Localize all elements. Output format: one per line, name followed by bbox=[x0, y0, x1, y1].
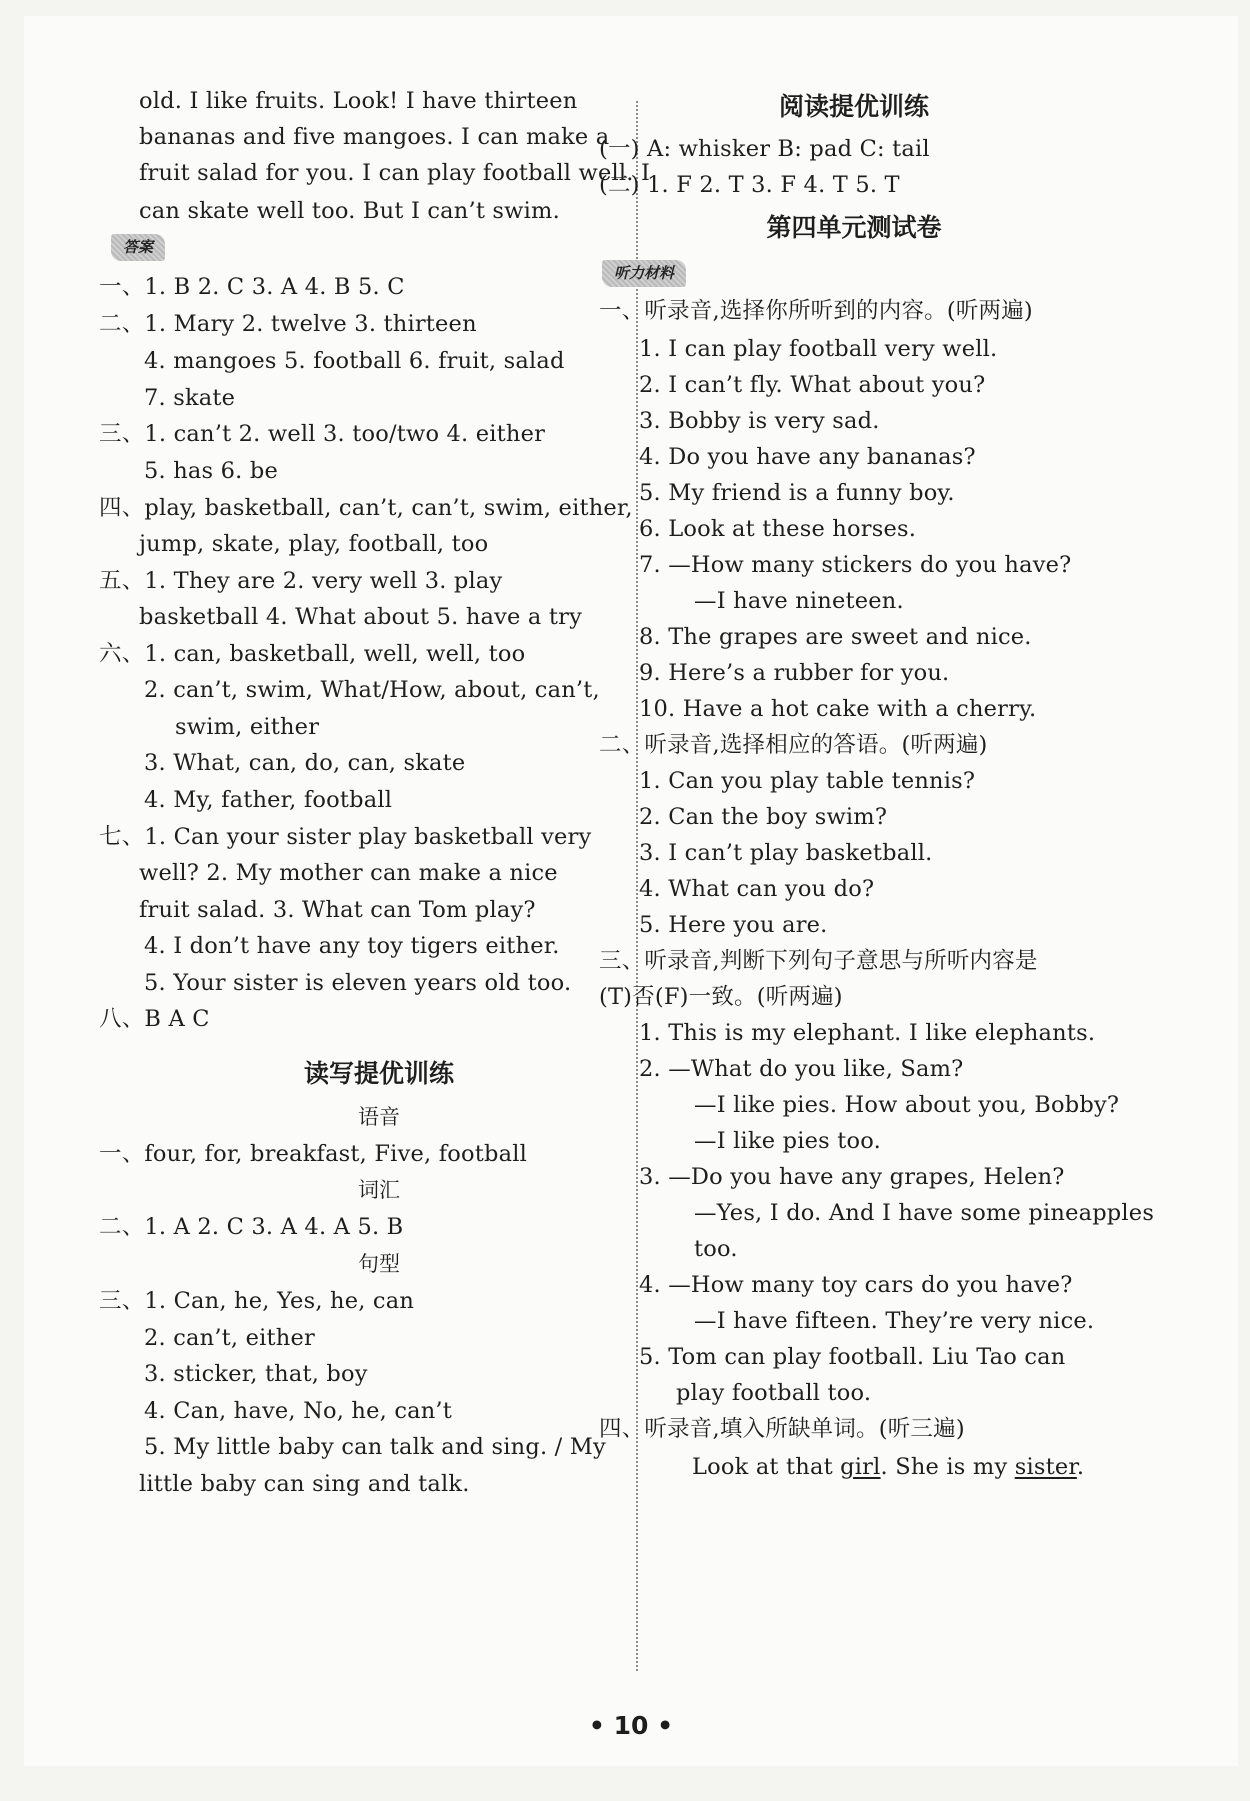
answer-line: 7. skate bbox=[144, 385, 236, 411]
answer-line: jump, skate, play, football, too bbox=[139, 531, 489, 557]
answer-line: 三、1. can’t 2. well 3. too/two 4. either bbox=[99, 421, 546, 447]
part2-item: 4. What can you do? bbox=[639, 876, 875, 902]
reading-answer: (一) A: whisker B: pad C: tail bbox=[599, 136, 930, 162]
answer-line: 七、1. Can your sister play basketball very bbox=[99, 824, 592, 850]
pattern-answer: 三、1. Can, he, Yes, he, can bbox=[99, 1288, 415, 1314]
part2-item: 1. Can you play table tennis? bbox=[639, 768, 976, 794]
part2-item: 2. Can the boy swim? bbox=[639, 804, 888, 830]
part4-heading: 四、听录音,填入所缺单词。(听三遍) bbox=[599, 1416, 965, 1442]
answer-line: 5. Your sister is eleven years old too. bbox=[144, 970, 572, 996]
part1-item: 3. Bobby is very sad. bbox=[639, 408, 880, 434]
part1-item: —I have nineteen. bbox=[694, 588, 904, 614]
part3-item: too. bbox=[694, 1236, 738, 1262]
part1-item: 4. Do you have any bananas? bbox=[639, 444, 976, 470]
part4-line bbox=[692, 1452, 1084, 1482]
subsection-phonics: 语音 bbox=[358, 1105, 400, 1129]
part2-item: 5. Here you are. bbox=[639, 912, 828, 938]
pattern-answer: 2. can’t, either bbox=[144, 1325, 315, 1351]
listening-tag: 听力材料 bbox=[602, 260, 686, 287]
part1-item: 7. —How many stickers do you have? bbox=[639, 552, 1072, 578]
vocab-answer: 二、1. A 2. C 3. A 4. A 5. B bbox=[99, 1214, 404, 1240]
answer-line: 4. I don’t have any toy tigers either. bbox=[144, 933, 560, 959]
passage-line: can skate well too. But I can’t swim. bbox=[139, 198, 560, 224]
reading-title: 阅读提优训练 bbox=[778, 92, 929, 121]
phonics-answer: 一、four, for, breakfast, Five, football bbox=[99, 1141, 527, 1167]
passage-line: old. I like fruits. Look! I have thirteen bbox=[139, 88, 578, 114]
part4-text: Look at that bbox=[692, 1454, 841, 1480]
part1-item: 8. The grapes are sweet and nice. bbox=[639, 624, 1032, 650]
part4-text: . bbox=[1076, 1454, 1085, 1480]
answer-tag: 答案 bbox=[111, 234, 165, 261]
part3-heading: (T)否(F)一致。(听两遍) bbox=[599, 984, 843, 1010]
answer-line: 四、play, basketball, can’t, can’t, swim, either, bbox=[99, 495, 633, 521]
answer-line: well? 2. My mother can make a nice bbox=[139, 860, 558, 886]
part3-item: —I like pies. How about you, Bobby? bbox=[694, 1092, 1120, 1118]
subsection-pattern: 句型 bbox=[358, 1252, 400, 1276]
answer-line: 2. can’t, swim, What/How, about, can’t, bbox=[144, 677, 600, 703]
part1-item: 9. Here’s a rubber for you. bbox=[639, 660, 950, 686]
answer-line: 一、1. B 2. C 3. A 4. B 5. C bbox=[99, 274, 405, 300]
answer-line: 二、1. Mary 2. twelve 3. thirteen bbox=[99, 311, 477, 337]
part3-item: —I like pies too. bbox=[694, 1128, 881, 1154]
part1-item: 1. I can play football very well. bbox=[639, 336, 998, 362]
part3-item: 1. This is my elephant. I like elephants. bbox=[639, 1020, 1096, 1046]
part1-item: 5. My friend is a funny boy. bbox=[639, 480, 955, 506]
pattern-answer: 3. sticker, that, boy bbox=[144, 1361, 368, 1387]
part1-item: 2. I can’t fly. What about you? bbox=[639, 372, 986, 398]
answer-line: 八、B A C bbox=[99, 1006, 210, 1032]
answer-line: 3. What, can, do, can, skate bbox=[144, 750, 466, 776]
section-title: 读写提优训练 bbox=[303, 1059, 454, 1088]
part2-heading: 二、听录音,选择相应的答语。(听两遍) bbox=[599, 732, 988, 758]
part3-item: —Yes, I do. And I have some pineapples bbox=[694, 1200, 1155, 1226]
part3-item: 3. —Do you have any grapes, Helen? bbox=[639, 1164, 1065, 1190]
part3-heading: 三、听录音,判断下列句子意思与所听内容是 bbox=[599, 948, 1038, 974]
part1-item: 10. Have a hot cake with a cherry. bbox=[639, 696, 1037, 722]
page-number: • 10 • bbox=[588, 1711, 674, 1740]
answer-line: fruit salad. 3. What can Tom play? bbox=[139, 897, 536, 923]
answer-line: swim, either bbox=[175, 714, 320, 740]
part3-item: 5. Tom can play football. Liu Tao can bbox=[639, 1344, 1066, 1370]
textbook-page bbox=[24, 16, 1238, 1766]
underlined-word: girl bbox=[840, 1454, 881, 1480]
test-title: 第四单元测试卷 bbox=[766, 213, 942, 242]
answer-line: 5. has 6. be bbox=[144, 458, 278, 484]
pattern-answer: little baby can sing and talk. bbox=[139, 1471, 470, 1497]
reading-answer: (二) 1. F 2. T 3. F 4. T 5. T bbox=[599, 172, 900, 198]
answer-line: 六、1. can, basketball, well, well, too bbox=[99, 641, 526, 667]
passage-line: bananas and five mangoes. I can make a bbox=[139, 124, 610, 150]
subsection-vocab: 词汇 bbox=[358, 1178, 400, 1202]
part3-item: 2. —What do you like, Sam? bbox=[639, 1056, 964, 1082]
answer-line: 4. My, father, football bbox=[144, 787, 393, 813]
part1-item: 6. Look at these horses. bbox=[639, 516, 917, 542]
underlined-word: sister bbox=[1014, 1454, 1077, 1480]
part3-item: play football too. bbox=[676, 1380, 872, 1406]
answer-line: 五、1. They are 2. very well 3. play bbox=[99, 568, 503, 594]
part1-heading: 一、听录音,选择你所听到的内容。(听两遍) bbox=[599, 298, 1033, 324]
passage-line: fruit salad for you. I can play football well. I bbox=[139, 160, 651, 186]
part3-item: 4. —How many toy cars do you have? bbox=[639, 1272, 1073, 1298]
part3-item: —I have fifteen. They’re very nice. bbox=[694, 1308, 1095, 1334]
part4-text: . She is my bbox=[880, 1454, 1015, 1480]
answer-line: basketball 4. What about 5. have a try bbox=[139, 604, 582, 630]
pattern-answer: 4. Can, have, No, he, can’t bbox=[144, 1398, 453, 1424]
pattern-answer: 5. My little baby can talk and sing. / My bbox=[144, 1434, 606, 1460]
part2-item: 3. I can’t play basketball. bbox=[639, 840, 933, 866]
answer-line: 4. mangoes 5. football 6. fruit, salad bbox=[144, 348, 565, 374]
